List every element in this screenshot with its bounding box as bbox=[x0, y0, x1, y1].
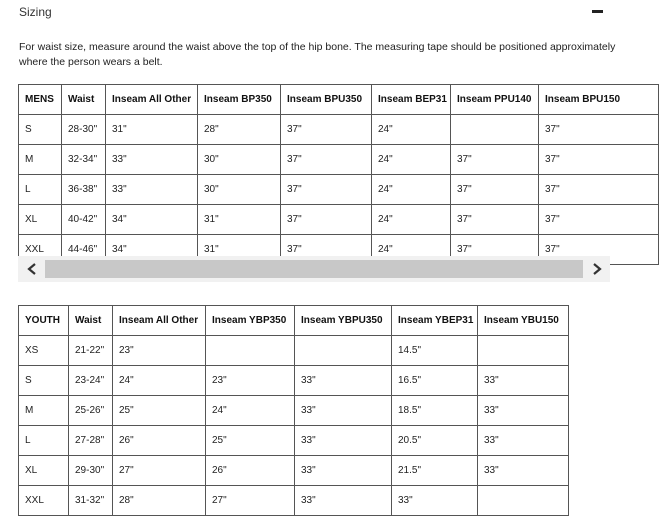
table-cell: 37" bbox=[451, 235, 539, 265]
table-row bbox=[19, 115, 659, 145]
table-cell: 33" bbox=[106, 145, 198, 175]
table-cell: 18.5" bbox=[392, 396, 478, 426]
table-cell: S bbox=[19, 366, 69, 396]
table-cell bbox=[478, 486, 569, 516]
scrollbar-thumb[interactable] bbox=[45, 260, 583, 278]
table-cell bbox=[295, 336, 392, 366]
column-header: YOUTH bbox=[19, 306, 69, 336]
table-cell: 24" bbox=[206, 396, 295, 426]
table-cell: 37" bbox=[539, 145, 659, 175]
chevron-right-icon[interactable] bbox=[583, 256, 610, 282]
table-cell: 24" bbox=[372, 145, 451, 175]
table-cell: 24" bbox=[372, 175, 451, 205]
table-cell: 37" bbox=[281, 235, 372, 265]
table-cell: M bbox=[19, 396, 69, 426]
table-cell: M bbox=[19, 145, 62, 175]
table-cell: 24" bbox=[372, 235, 451, 265]
table-cell: 33" bbox=[106, 175, 198, 205]
table-cell: 28-30" bbox=[62, 115, 106, 145]
column-header: Inseam All Other bbox=[113, 306, 206, 336]
table-cell: 31" bbox=[198, 235, 281, 265]
table-cell: 37" bbox=[539, 115, 659, 145]
table-cell: 33" bbox=[478, 456, 569, 486]
table-cell: 33" bbox=[478, 396, 569, 426]
minus-icon[interactable] bbox=[592, 10, 603, 13]
table-cell: 27" bbox=[206, 486, 295, 516]
table-cell: 37" bbox=[539, 175, 659, 205]
table-cell: 33" bbox=[295, 426, 392, 456]
column-header: Inseam BEP31 bbox=[372, 85, 451, 115]
table-cell: 28" bbox=[113, 486, 206, 516]
table-cell: 23-24" bbox=[69, 366, 113, 396]
table-cell: 37" bbox=[451, 205, 539, 235]
table-cell: 37" bbox=[451, 145, 539, 175]
table-row bbox=[19, 175, 659, 205]
table-cell: 31" bbox=[198, 205, 281, 235]
table-cell: 34" bbox=[106, 205, 198, 235]
table-cell bbox=[451, 115, 539, 145]
table-cell: XS bbox=[19, 336, 69, 366]
table-cell: S bbox=[19, 115, 62, 145]
table-cell: 24" bbox=[372, 205, 451, 235]
table-row bbox=[19, 456, 569, 486]
column-header: Inseam BP350 bbox=[198, 85, 281, 115]
table-cell: XL bbox=[19, 456, 69, 486]
table-cell: 30" bbox=[198, 145, 281, 175]
table-cell: 37" bbox=[539, 205, 659, 235]
table-cell: 33" bbox=[295, 456, 392, 486]
column-header: Waist bbox=[62, 85, 106, 115]
table-cell: 31-32" bbox=[69, 486, 113, 516]
table-cell: 27" bbox=[113, 456, 206, 486]
table-row bbox=[19, 426, 569, 456]
table-cell: 23" bbox=[206, 366, 295, 396]
table-cell: 23" bbox=[113, 336, 206, 366]
mens-table-container[interactable] bbox=[18, 84, 621, 256]
chevron-left-icon[interactable] bbox=[18, 256, 45, 282]
table-cell: 25-26" bbox=[69, 396, 113, 426]
table-cell: 25" bbox=[206, 426, 295, 456]
table-cell: 34" bbox=[106, 235, 198, 265]
table-cell: L bbox=[19, 426, 69, 456]
table-cell bbox=[206, 336, 295, 366]
table-cell: 26" bbox=[206, 456, 295, 486]
table-row bbox=[19, 366, 569, 396]
table-cell: L bbox=[19, 175, 62, 205]
table-cell: XL bbox=[19, 205, 62, 235]
youth-table-container bbox=[18, 305, 569, 516]
table-cell: 33" bbox=[295, 486, 392, 516]
table-cell: 36-38" bbox=[62, 175, 106, 205]
column-header: Inseam BPU350 bbox=[281, 85, 372, 115]
table-cell: 27-28" bbox=[69, 426, 113, 456]
table-row bbox=[19, 145, 659, 175]
table-cell: 24" bbox=[372, 115, 451, 145]
table-cell: 33" bbox=[478, 426, 569, 456]
mens-header-row bbox=[19, 85, 659, 115]
table-cell: 33" bbox=[295, 396, 392, 426]
table-cell: 37" bbox=[281, 205, 372, 235]
table-cell: XXL bbox=[19, 486, 69, 516]
instructions-line-2: where the person wears a belt. bbox=[19, 56, 163, 68]
instructions-line-1: For waist size, measure around the waist above the top of the hip bone. The measuring tape should be positioned approximately bbox=[19, 41, 616, 53]
column-header: Inseam All Other bbox=[106, 85, 198, 115]
table-cell: 33" bbox=[478, 366, 569, 396]
table-cell: 40-42" bbox=[62, 205, 106, 235]
column-header: Inseam YBEP31 bbox=[392, 306, 478, 336]
table-cell: 30" bbox=[198, 175, 281, 205]
table-cell: 37" bbox=[281, 115, 372, 145]
table-cell: 28" bbox=[198, 115, 281, 145]
table-cell: 37" bbox=[451, 175, 539, 205]
table-cell: 20.5" bbox=[392, 426, 478, 456]
column-header: Inseam BPU150 bbox=[539, 85, 659, 115]
table-cell: 33" bbox=[295, 366, 392, 396]
table-cell: 25" bbox=[113, 396, 206, 426]
table-cell: 44-46" bbox=[62, 235, 106, 265]
table-cell: XXL bbox=[19, 235, 62, 265]
table-cell: 37" bbox=[539, 235, 659, 265]
table-cell: 31" bbox=[106, 115, 198, 145]
table-cell: 37" bbox=[281, 175, 372, 205]
table-cell bbox=[478, 336, 569, 366]
table-cell: 26" bbox=[113, 426, 206, 456]
table-cell: 33" bbox=[392, 486, 478, 516]
table-cell: 29-30" bbox=[69, 456, 113, 486]
column-header: Inseam YBU150 bbox=[478, 306, 569, 336]
table-cell: 14.5" bbox=[392, 336, 478, 366]
waist-instructions bbox=[19, 40, 619, 70]
table-row bbox=[19, 336, 569, 366]
horizontal-scrollbar[interactable] bbox=[18, 256, 610, 282]
table-row bbox=[19, 205, 659, 235]
sizing-title: Sizing bbox=[19, 5, 52, 19]
table-row bbox=[19, 396, 569, 426]
youth-header-row bbox=[19, 306, 569, 336]
table-cell: 32-34" bbox=[62, 145, 106, 175]
column-header: Inseam PPU140 bbox=[451, 85, 539, 115]
table-cell: 24" bbox=[113, 366, 206, 396]
youth-size-table bbox=[18, 305, 569, 516]
column-header: Waist bbox=[69, 306, 113, 336]
table-cell: 37" bbox=[281, 145, 372, 175]
table-cell: 21.5" bbox=[392, 456, 478, 486]
table-row bbox=[19, 486, 569, 516]
column-header: Inseam YBPU350 bbox=[295, 306, 392, 336]
sizing-header[interactable] bbox=[0, 0, 630, 28]
table-cell: 16.5" bbox=[392, 366, 478, 396]
column-header: MENS bbox=[19, 85, 62, 115]
column-header: Inseam YBP350 bbox=[206, 306, 295, 336]
table-cell: 21-22" bbox=[69, 336, 113, 366]
mens-size-table bbox=[18, 84, 659, 265]
